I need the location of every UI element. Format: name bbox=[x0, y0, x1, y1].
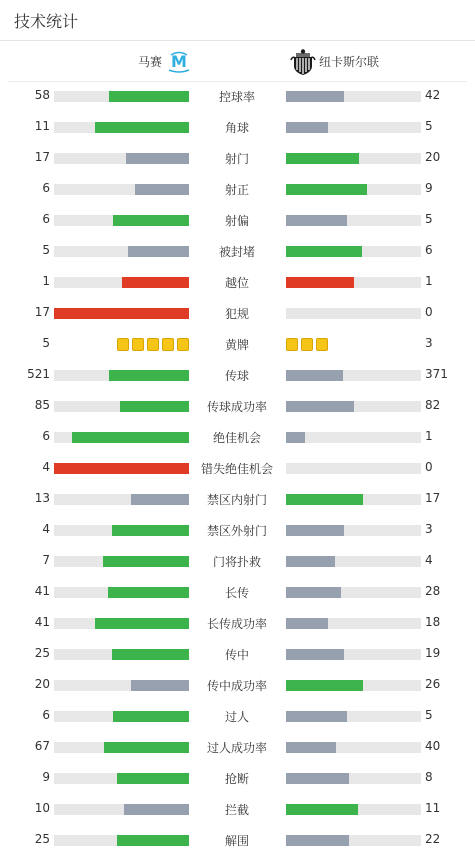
away-bar-fill bbox=[286, 742, 336, 753]
home-bar-track bbox=[54, 246, 189, 257]
home-bar-fill bbox=[122, 277, 190, 288]
yellow-card-icon bbox=[177, 338, 189, 351]
yellow-card-icon bbox=[301, 338, 313, 351]
home-value: 9 bbox=[42, 770, 50, 784]
home-bar-track bbox=[54, 525, 189, 536]
yellow-card-icon bbox=[162, 338, 174, 351]
home-bar-fill bbox=[104, 742, 189, 753]
away-value: 17 bbox=[425, 491, 441, 505]
away-bar-fill bbox=[286, 649, 344, 660]
stat-label: 抢断 bbox=[224, 772, 249, 786]
yellow-card-icon bbox=[147, 338, 159, 351]
home-bar-fill bbox=[131, 494, 189, 505]
away-value: 28 bbox=[425, 584, 441, 598]
home-value: 17 bbox=[34, 305, 50, 319]
home-bar-fill bbox=[72, 432, 189, 443]
stat-row bbox=[0, 546, 475, 577]
away-bar-fill bbox=[286, 122, 328, 133]
page-title: 技术统计 bbox=[14, 12, 79, 31]
home-bar-fill bbox=[128, 246, 189, 257]
home-bar-fill bbox=[109, 370, 189, 381]
home-bar-fill bbox=[112, 649, 189, 660]
home-team-name[interactable]: 马赛 bbox=[137, 55, 162, 69]
away-bar-fill bbox=[286, 432, 305, 443]
away-bar-track bbox=[286, 680, 421, 691]
home-bar-track bbox=[54, 494, 189, 505]
away-bar-track bbox=[286, 494, 421, 505]
home-bar-fill bbox=[108, 587, 189, 598]
away-bar-track bbox=[286, 401, 421, 412]
away-bar-fill bbox=[286, 370, 343, 381]
stat-row bbox=[0, 391, 475, 422]
home-bar-fill bbox=[135, 184, 189, 195]
svg-text:M: M bbox=[171, 52, 187, 71]
away-value: 18 bbox=[425, 615, 441, 629]
home-bar-fill bbox=[95, 618, 190, 629]
away-bar-track bbox=[286, 649, 421, 660]
stat-label: 犯规 bbox=[224, 307, 249, 321]
away-value: 5 bbox=[425, 119, 433, 133]
away-bar-fill bbox=[286, 401, 354, 412]
home-value: 5 bbox=[42, 336, 50, 350]
away-bar-fill bbox=[286, 587, 341, 598]
home-bar-fill bbox=[54, 308, 189, 319]
stat-label: 绝佳机会 bbox=[212, 431, 261, 445]
home-value: 58 bbox=[34, 88, 50, 102]
away-value: 8 bbox=[425, 770, 433, 784]
home-bar-track bbox=[54, 122, 189, 133]
stat-label: 越位 bbox=[224, 276, 249, 290]
home-bar-track bbox=[54, 835, 189, 846]
home-value: 85 bbox=[34, 398, 50, 412]
away-bar-track bbox=[286, 246, 421, 257]
away-value: 5 bbox=[425, 708, 433, 722]
away-value: 19 bbox=[425, 646, 441, 660]
yellow-card-icon bbox=[132, 338, 144, 351]
stat-row bbox=[0, 701, 475, 732]
home-yellow-cards bbox=[117, 338, 189, 351]
home-bar-fill bbox=[120, 401, 189, 412]
stat-row bbox=[0, 670, 475, 701]
stat-label: 传中 bbox=[224, 648, 249, 662]
home-value: 4 bbox=[42, 522, 50, 536]
away-bar-fill bbox=[286, 153, 359, 164]
home-bar-fill bbox=[117, 773, 189, 784]
stat-row bbox=[0, 236, 475, 267]
away-bar-fill bbox=[286, 246, 362, 257]
home-bar-track bbox=[54, 432, 189, 443]
home-value: 20 bbox=[34, 677, 50, 691]
stat-row bbox=[0, 174, 475, 205]
stat-row bbox=[0, 143, 475, 174]
stat-label: 射门 bbox=[224, 152, 249, 166]
home-bar-fill bbox=[126, 153, 189, 164]
stat-row bbox=[0, 577, 475, 608]
home-bar-track bbox=[54, 649, 189, 660]
stat-label: 门将扑救 bbox=[212, 555, 261, 569]
stat-row bbox=[0, 112, 475, 143]
stat-label: 过人成功率 bbox=[206, 741, 267, 755]
home-bar-track bbox=[54, 773, 189, 784]
stat-label: 长传 bbox=[224, 586, 249, 600]
home-value: 1 bbox=[42, 274, 50, 288]
home-value: 13 bbox=[34, 491, 50, 505]
stat-label: 被封堵 bbox=[218, 245, 255, 259]
stat-row bbox=[0, 360, 475, 391]
stat-row bbox=[0, 825, 475, 856]
home-bar-fill bbox=[124, 804, 189, 815]
home-bar-track bbox=[54, 215, 189, 226]
away-value: 4 bbox=[425, 553, 433, 567]
away-bar-track bbox=[286, 711, 421, 722]
home-value: 10 bbox=[34, 801, 50, 815]
stat-label: 传球成功率 bbox=[206, 400, 267, 414]
away-bar-fill bbox=[286, 835, 349, 846]
stat-row bbox=[0, 794, 475, 825]
away-bar-track bbox=[286, 277, 421, 288]
away-value: 26 bbox=[425, 677, 441, 691]
away-bar-track bbox=[286, 773, 421, 784]
stat-row bbox=[0, 81, 475, 112]
away-bar-track bbox=[286, 432, 421, 443]
stat-row bbox=[0, 329, 475, 360]
away-bar-track bbox=[286, 556, 421, 567]
stat-row bbox=[0, 267, 475, 298]
away-bar-track bbox=[286, 618, 421, 629]
home-bar-track bbox=[54, 184, 189, 195]
teams-header bbox=[8, 41, 467, 82]
stat-row bbox=[0, 298, 475, 329]
home-bar-track bbox=[54, 463, 189, 474]
away-value: 42 bbox=[425, 88, 441, 102]
stat-label: 长传成功率 bbox=[206, 617, 267, 631]
stat-label: 拦截 bbox=[224, 803, 249, 817]
away-bar-track bbox=[286, 215, 421, 226]
home-value: 25 bbox=[34, 646, 50, 660]
stat-row bbox=[0, 608, 475, 639]
home-bar-track bbox=[54, 277, 189, 288]
home-bar-track bbox=[54, 91, 189, 102]
away-bar-track bbox=[286, 308, 421, 319]
stat-label: 解围 bbox=[224, 834, 249, 848]
away-bar-track bbox=[286, 463, 421, 474]
away-value: 22 bbox=[425, 832, 441, 846]
away-value: 0 bbox=[425, 305, 433, 319]
away-value: 82 bbox=[425, 398, 441, 412]
newcastle-logo-icon[interactable] bbox=[290, 48, 316, 76]
stat-label: 射正 bbox=[224, 183, 249, 197]
stat-label: 禁区外射门 bbox=[206, 524, 267, 538]
home-bar-track bbox=[54, 711, 189, 722]
home-value: 521 bbox=[27, 367, 50, 381]
away-value: 371 bbox=[425, 367, 448, 381]
home-bar-track bbox=[54, 401, 189, 412]
away-bar-fill bbox=[286, 804, 358, 815]
home-bar-fill bbox=[117, 835, 189, 846]
away-bar-fill bbox=[286, 277, 354, 288]
stat-row bbox=[0, 515, 475, 546]
away-value: 9 bbox=[425, 181, 433, 195]
stat-label: 传球 bbox=[224, 369, 249, 383]
home-bar-fill bbox=[103, 556, 189, 567]
stat-label: 射偏 bbox=[224, 214, 249, 228]
home-bar-track bbox=[54, 556, 189, 567]
away-value: 5 bbox=[425, 212, 433, 226]
away-bar-fill bbox=[286, 525, 344, 536]
stat-row bbox=[0, 484, 475, 515]
home-value: 4 bbox=[42, 460, 50, 474]
home-value: 11 bbox=[34, 119, 50, 133]
home-value: 25 bbox=[34, 832, 50, 846]
away-bar-fill bbox=[286, 711, 347, 722]
away-value: 1 bbox=[425, 429, 433, 443]
away-value: 40 bbox=[425, 739, 441, 753]
home-bar-fill bbox=[112, 525, 189, 536]
stat-label: 错失绝佳机会 bbox=[200, 462, 273, 476]
away-bar-track bbox=[286, 122, 421, 133]
home-bar-track bbox=[54, 742, 189, 753]
home-bar-track bbox=[54, 308, 189, 319]
stat-row bbox=[0, 639, 475, 670]
home-value: 5 bbox=[42, 243, 50, 257]
away-bar-fill bbox=[286, 618, 328, 629]
home-value: 6 bbox=[42, 181, 50, 195]
away-value: 6 bbox=[425, 243, 433, 257]
away-bar-track bbox=[286, 742, 421, 753]
stat-label: 禁区内射门 bbox=[206, 493, 267, 507]
away-bar-track bbox=[286, 835, 421, 846]
home-bar-track bbox=[54, 153, 189, 164]
away-bar-fill bbox=[286, 184, 367, 195]
away-bar-fill bbox=[286, 556, 335, 567]
home-bar-fill bbox=[113, 711, 189, 722]
marseille-logo-icon[interactable] bbox=[166, 49, 192, 75]
home-bar-track bbox=[54, 618, 189, 629]
stat-row bbox=[0, 732, 475, 763]
home-value: 6 bbox=[42, 708, 50, 722]
stat-label: 控球率 bbox=[218, 90, 255, 104]
away-bar-track bbox=[286, 587, 421, 598]
away-value: 3 bbox=[425, 522, 433, 536]
home-value: 41 bbox=[34, 615, 50, 629]
away-value: 0 bbox=[425, 460, 433, 474]
stat-label: 传中成功率 bbox=[206, 679, 267, 693]
away-bar-fill bbox=[286, 215, 347, 226]
stat-label: 过人 bbox=[224, 710, 249, 724]
away-bar-track bbox=[286, 370, 421, 381]
stat-row bbox=[0, 205, 475, 236]
away-bar-fill bbox=[286, 494, 363, 505]
away-yellow-cards bbox=[286, 338, 328, 351]
yellow-card-icon bbox=[286, 338, 298, 351]
home-bar-track bbox=[54, 680, 189, 691]
away-value: 11 bbox=[425, 801, 441, 815]
away-bar-fill bbox=[286, 773, 349, 784]
away-bar-fill bbox=[286, 91, 344, 102]
home-bar-track bbox=[54, 587, 189, 598]
home-bar-fill bbox=[95, 122, 190, 133]
away-bar-fill bbox=[286, 680, 363, 691]
yellow-card-icon bbox=[117, 338, 129, 351]
away-team-name[interactable]: 纽卡斯尔联 bbox=[319, 55, 380, 69]
home-value: 6 bbox=[42, 212, 50, 226]
away-value: 20 bbox=[425, 150, 441, 164]
away-value: 1 bbox=[425, 274, 433, 288]
stat-label: 黄牌 bbox=[224, 338, 249, 352]
home-bar-fill bbox=[131, 680, 189, 691]
home-bar-fill bbox=[109, 91, 189, 102]
home-bar-fill bbox=[54, 463, 189, 474]
home-value: 17 bbox=[34, 150, 50, 164]
stat-row bbox=[0, 422, 475, 453]
home-value: 7 bbox=[42, 553, 50, 567]
home-value: 41 bbox=[34, 584, 50, 598]
home-value: 67 bbox=[34, 739, 50, 753]
home-bar-track bbox=[54, 804, 189, 815]
home-bar-track bbox=[54, 370, 189, 381]
home-value: 6 bbox=[42, 429, 50, 443]
away-bar-track bbox=[286, 91, 421, 102]
home-bar-fill bbox=[113, 215, 189, 226]
stat-row bbox=[0, 453, 475, 484]
away-bar-track bbox=[286, 184, 421, 195]
stat-row bbox=[0, 763, 475, 794]
stat-label: 角球 bbox=[224, 121, 249, 135]
away-bar-track bbox=[286, 525, 421, 536]
away-bar-track bbox=[286, 804, 421, 815]
yellow-card-icon bbox=[316, 338, 328, 351]
away-value: 3 bbox=[425, 336, 433, 350]
away-bar-track bbox=[286, 153, 421, 164]
